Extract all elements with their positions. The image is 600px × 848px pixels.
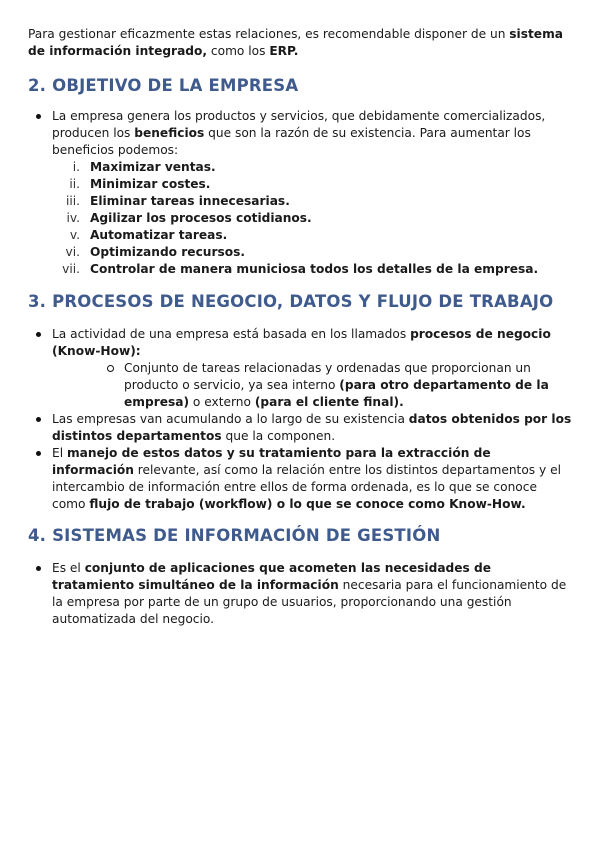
bullet-text: El [52, 446, 67, 460]
list-number: vi. [65, 245, 80, 259]
sub-bullet-bold: (para otro departamento de la empresa) [124, 378, 549, 409]
bullet-bold: datos obtenidos por los distintos departamentos [52, 412, 572, 443]
intro-bold: ERP. [269, 44, 299, 58]
sub-bullet-text: Conjunto de tareas relacionadas y ordenadas que proporcionan un producto o servicio, ya sea interno [124, 361, 531, 392]
intro-text: como los [207, 44, 270, 58]
list-item [54, 261, 572, 278]
bullet-text: necesaria para el funcionamiento de la empresa por parte de un grupo de usuarios, proporcionando una gestión automatizada del negocio. [52, 578, 567, 626]
objectives-list [54, 159, 572, 278]
list-number: vii. [62, 262, 80, 276]
list-item [54, 176, 572, 193]
section-3-bullet-1 [52, 326, 572, 360]
section-heading-2: 2. OBJETIVO DE LA EMPRESA [28, 76, 299, 95]
list-text: Maximizar ventas. [90, 160, 216, 174]
section-heading-3: 3. PROCESOS DE NEGOCIO, DATOS Y FLUJO DE TRABAJO [28, 292, 554, 311]
list-text: Minimizar costes. [90, 177, 211, 191]
list-text: Eliminar tareas innecesarias. [90, 194, 290, 208]
section-4-body [52, 560, 572, 628]
bullet-text: que la componen. [221, 429, 336, 443]
bullet-bold: flujo de trabajo (workflow) o lo que se conoce como Know-How. [89, 497, 526, 511]
bullet-text: relevante, así como la relación entre los distintos departamentos y el intercambio de información entre ellos de forma ordenada, es lo que se conoce como [52, 463, 561, 511]
intro-paragraph [28, 26, 576, 60]
bullet-bold: beneficios [134, 126, 205, 140]
list-item [54, 159, 572, 176]
bullet-paragraph [52, 108, 572, 159]
list-number: ii. [69, 177, 80, 191]
list-text: Controlar de manera municiosa todos los detalles de la empresa. [90, 262, 539, 276]
bullet-bold: manejo de estos datos y su tratamiento para la extracción de información [52, 446, 491, 477]
list-text: Automatizar tareas. [90, 228, 228, 242]
intro-bold: sistema de información integrado, [28, 27, 563, 58]
list-item [54, 193, 572, 210]
list-number: iii. [65, 194, 80, 208]
section-2-body [52, 108, 572, 278]
list-text: Agilizar los procesos cotidianos. [90, 211, 312, 225]
list-number: v. [69, 228, 80, 242]
list-number: i. [72, 160, 80, 174]
list-item [54, 244, 572, 261]
intro-text: Para gestionar eficazmente estas relaciones, es recomendable disponer de un [28, 27, 510, 41]
sub-bullet-text: o externo [189, 395, 255, 409]
bullet-text: Las empresas van acumulando a lo largo de su existencia [52, 412, 409, 426]
section-3-bullet-3 [52, 445, 572, 513]
sub-bullet-paragraph [124, 360, 564, 411]
bullet-paragraph [52, 411, 572, 445]
bullet-paragraph [52, 560, 572, 628]
list-item [54, 227, 572, 244]
bullet-paragraph [52, 445, 572, 513]
bullet-bold: conjunto de aplicaciones que acometen las necesidades de tratamiento simultáneo de la información [52, 561, 492, 592]
sub-bullet-bold: (para el cliente final). [254, 395, 404, 409]
bullet-text: Es el [52, 561, 85, 575]
section-3-bullet-2 [52, 411, 572, 445]
bullet-text: La empresa genera los productos y servicios, que debidamente comercializados, producen los [52, 109, 546, 140]
list-text: Optimizando recursos. [90, 245, 245, 259]
section-heading-4: 4. SISTEMAS DE INFORMACIÓN DE GESTIÓN [28, 526, 441, 545]
list-number: iv. [66, 211, 80, 225]
bullet-text: La actividad de una empresa está basada en los llamados [52, 327, 411, 341]
bullet-text: que son la razón de su existencia. Para aumentar los beneficios podemos: [52, 126, 531, 157]
bullet-paragraph [52, 326, 572, 360]
bullet-bold: procesos de negocio (Know-How): [52, 327, 551, 358]
list-item [54, 210, 572, 227]
